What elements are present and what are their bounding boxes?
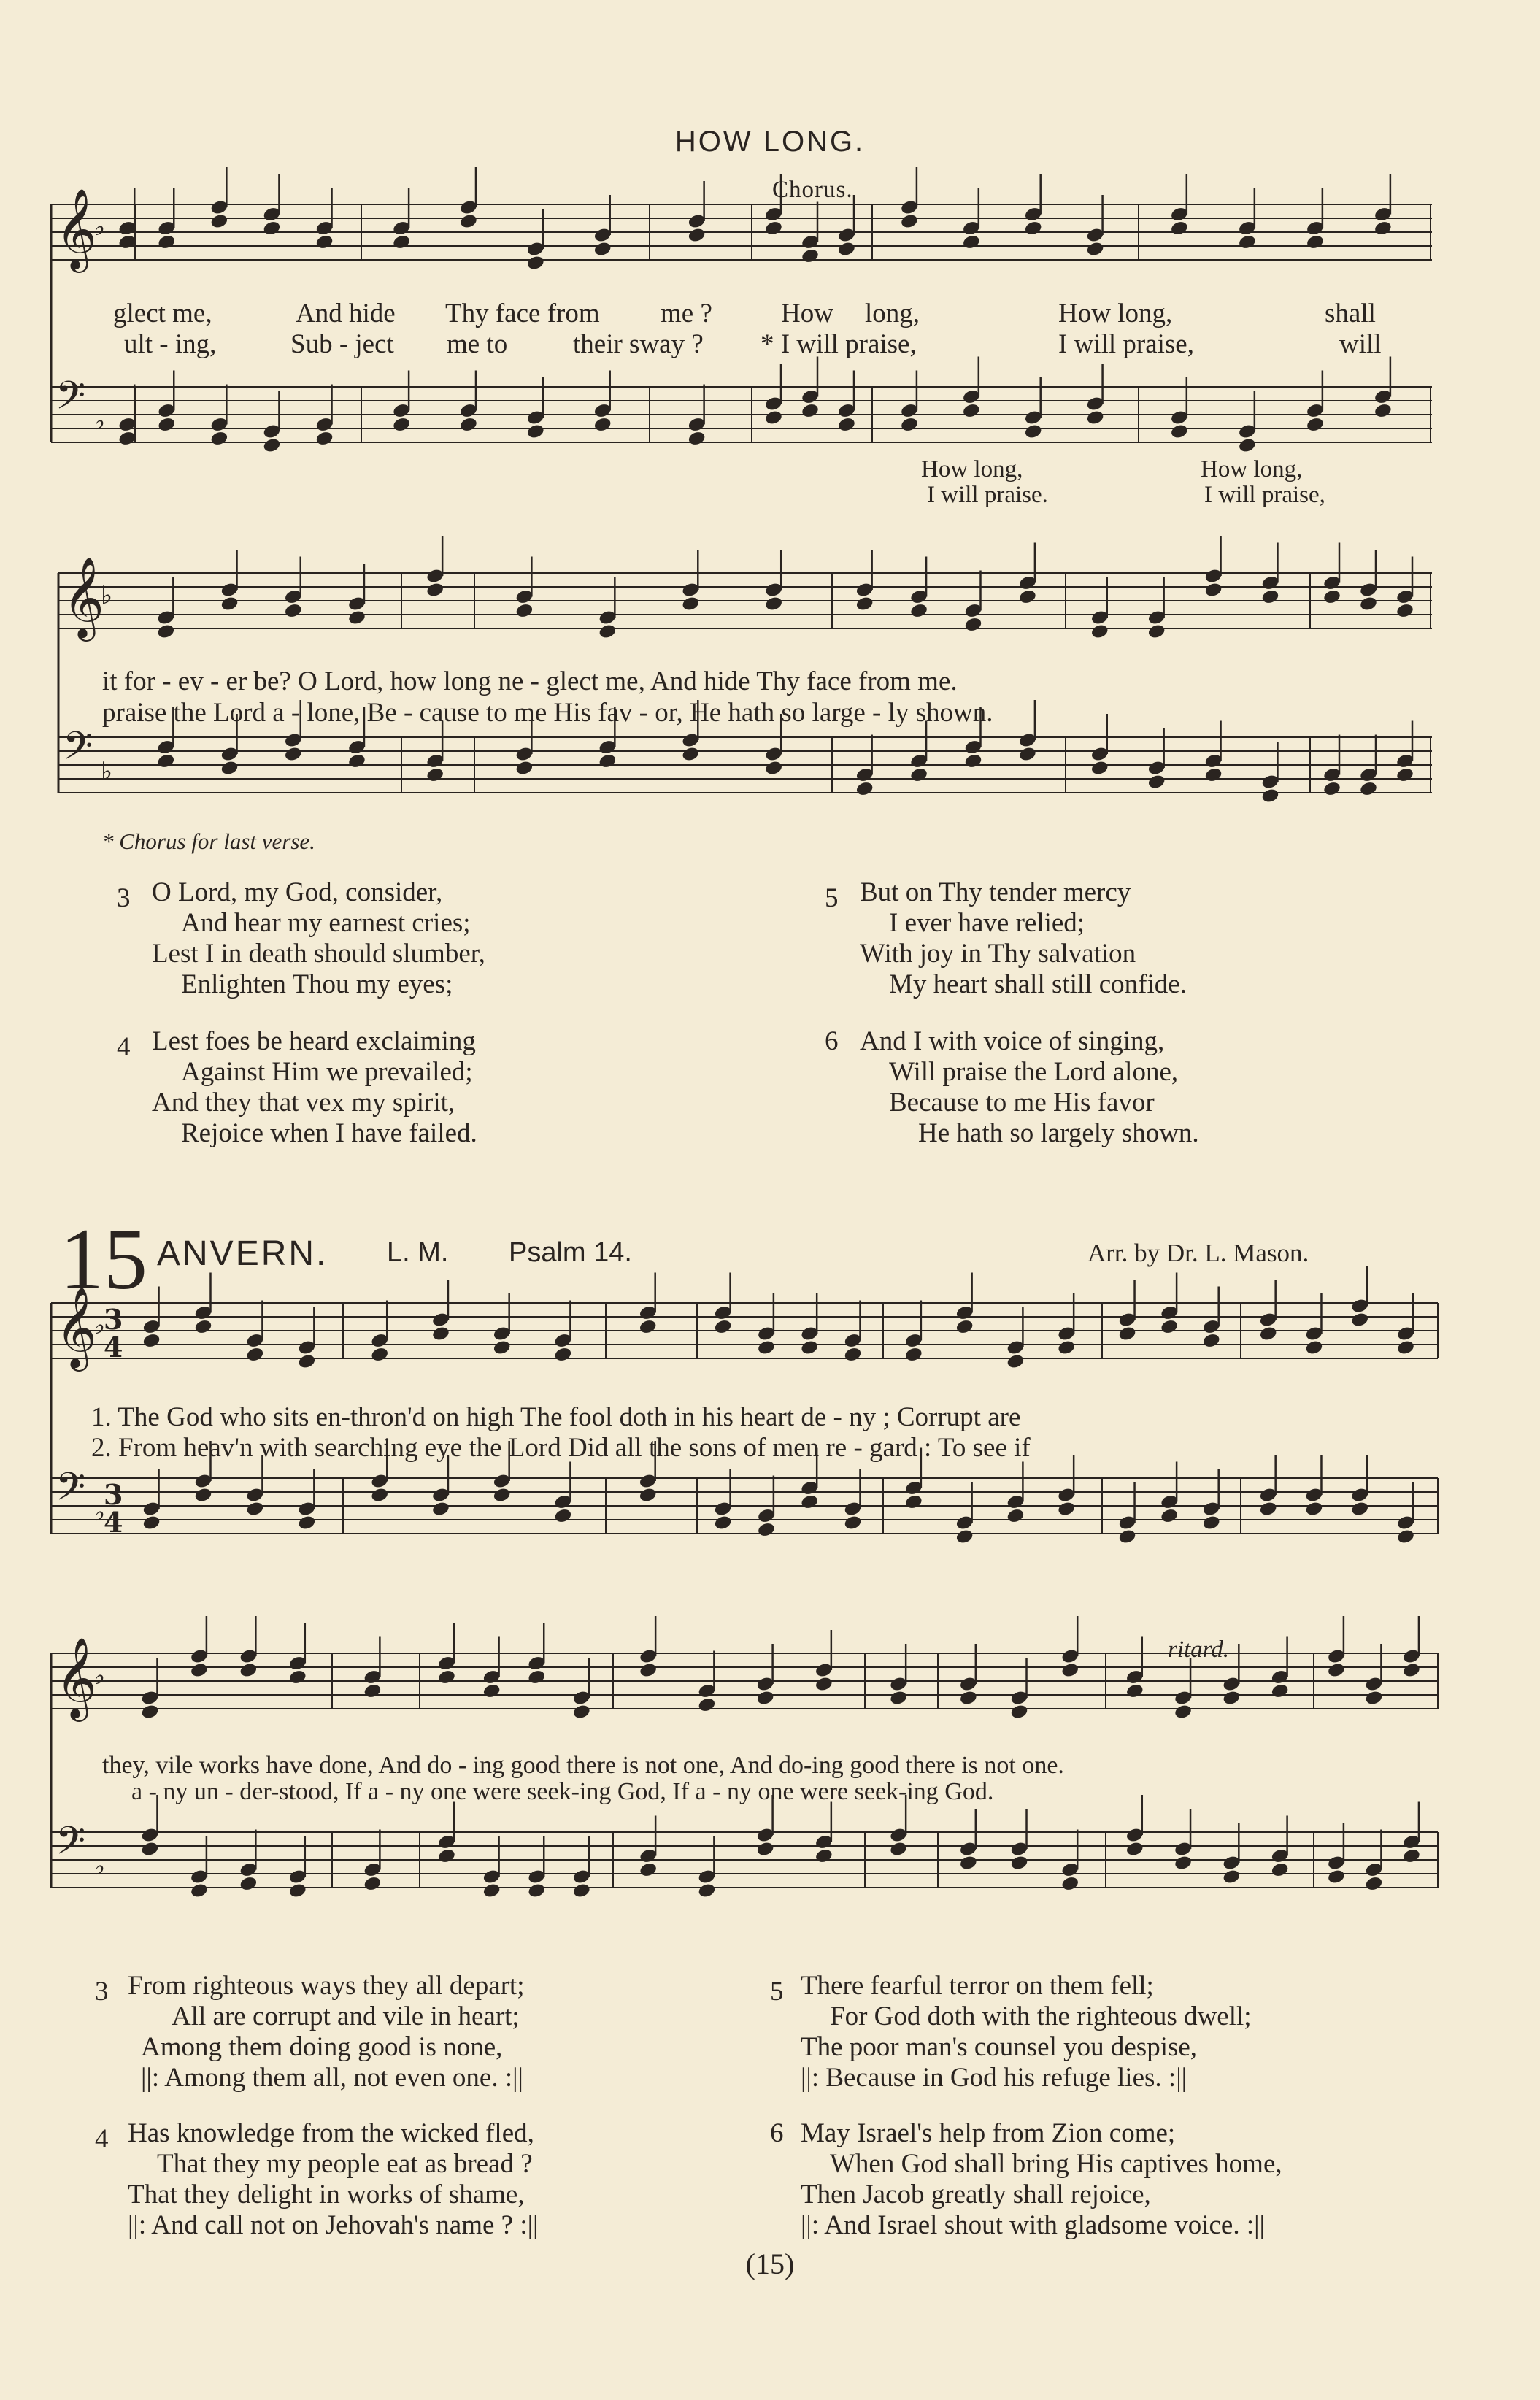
lyric-word: me to <box>447 329 508 359</box>
note-head <box>118 430 136 447</box>
note-head <box>697 1696 716 1713</box>
note-head <box>426 766 444 783</box>
note-head <box>1009 1855 1028 1872</box>
note-head <box>697 1882 716 1899</box>
note-head <box>315 430 334 447</box>
note-head <box>526 255 545 272</box>
note-head <box>764 220 783 236</box>
verse-number: 5 <box>825 883 839 913</box>
note-head <box>1060 1875 1079 1892</box>
verse-line: Then Jacob greatly shall rejoice, <box>801 2180 1151 2209</box>
note-head <box>1160 1318 1179 1335</box>
lyric-word: Sub - ject <box>290 329 394 359</box>
note-head <box>714 1318 733 1335</box>
note-head <box>1060 1662 1079 1679</box>
note-head <box>1057 1339 1076 1356</box>
bass-cue-text: I will praise, <box>1204 482 1325 508</box>
lyric-word: Thy face from <box>445 299 600 328</box>
time-signature-top: 3 <box>104 1303 123 1336</box>
treble-clef-icon: 𝄞 <box>63 556 104 638</box>
chorus-label: Chorus. <box>772 177 853 203</box>
note-head <box>1364 1690 1383 1707</box>
system2-lyric-line2: praise the Lord a - lone, Be - cause to me His fav - or, He hath so large - ly shown. <box>102 698 993 728</box>
flat-icon: ♭ <box>93 1311 106 1340</box>
note-head <box>1160 1507 1179 1524</box>
note-head <box>1204 766 1223 783</box>
note-head <box>681 746 700 763</box>
note-head <box>1024 423 1043 440</box>
treble-clef-icon: 𝄞 <box>55 188 97 269</box>
verse-line: The poor man's counsel you despise, <box>801 2032 1198 2062</box>
note-head <box>239 1875 258 1892</box>
note-head <box>598 753 617 769</box>
flat-icon: ♭ <box>101 581 113 610</box>
note-head <box>1174 1704 1193 1720</box>
note-head <box>681 596 700 612</box>
verse-line: ||: Among them all, not even one. :|| <box>141 2063 523 2093</box>
note-head <box>284 746 303 763</box>
hymn-meter: L. M. <box>387 1237 449 1268</box>
treble-clef-icon: 𝄞 <box>55 1286 97 1368</box>
note-head <box>959 1690 978 1707</box>
note-head <box>297 1353 316 1370</box>
note-head <box>909 766 928 783</box>
note-head <box>1170 220 1189 236</box>
note-head <box>1238 234 1257 250</box>
note-head <box>209 213 228 230</box>
note-head <box>193 1318 212 1335</box>
note-head <box>426 582 444 599</box>
note-head <box>1306 416 1325 433</box>
verse-number: 5 <box>770 1977 784 2007</box>
note-head <box>757 1339 776 1356</box>
note-head <box>553 1346 572 1363</box>
note-head <box>315 234 334 250</box>
lyric-word: * I will praise, <box>761 329 917 359</box>
verse-line: Lest I in death should slumber, <box>152 939 485 969</box>
note-head <box>156 753 175 769</box>
note-head <box>239 1662 258 1679</box>
note-head <box>437 1847 456 1864</box>
note-head <box>156 623 175 640</box>
note-head <box>142 1332 161 1349</box>
hymn-psalm: Psalm 14. <box>509 1237 632 1268</box>
note-head <box>1222 1869 1241 1885</box>
lyric-word: How <box>781 299 833 328</box>
note-head <box>190 1882 209 1899</box>
verse-line: Has knowledge from the wicked fled, <box>128 2118 534 2148</box>
note-head <box>288 1669 307 1685</box>
note-head <box>855 780 874 797</box>
note-head <box>764 596 783 612</box>
flat-icon: ♭ <box>93 407 106 436</box>
note-head <box>245 1501 264 1518</box>
note-head <box>837 241 856 258</box>
system2-lyric-line1: it for - ev - er be? O Lord, how long ne - glect me, And hide Thy face from me. <box>102 666 958 696</box>
note-head <box>855 596 874 612</box>
note-head <box>688 430 707 447</box>
note-head <box>193 1487 212 1504</box>
note-head <box>1395 602 1414 619</box>
note-head <box>801 247 820 264</box>
verse-line: But on Thy tender mercy <box>860 877 1131 907</box>
note-head <box>815 1676 833 1693</box>
verse-line: Lest foes be heard exclaiming <box>152 1026 476 1056</box>
note-head <box>962 402 981 419</box>
note-head <box>157 234 176 250</box>
verse-line: Enlighten Thou my eyes; <box>181 969 453 999</box>
note-head <box>1202 1332 1221 1349</box>
verse-line: ||: Because in God his refuge lies. :|| <box>801 2063 1187 2093</box>
note-head <box>1304 1501 1323 1518</box>
note-head <box>955 1528 974 1545</box>
note-head <box>118 234 136 250</box>
note-head <box>1222 1690 1241 1707</box>
note-head <box>1202 1515 1221 1531</box>
note-head <box>1024 220 1043 236</box>
verse-number: 4 <box>95 2124 109 2154</box>
verse-line: Because to me His favor <box>889 1088 1155 1118</box>
note-head <box>1018 746 1037 763</box>
footnote: * Chorus for last verse. <box>102 828 315 854</box>
note-head <box>1395 766 1414 783</box>
note-head <box>526 423 545 440</box>
note-head <box>900 416 919 433</box>
verse-line: That they delight in works of shame, <box>128 2180 525 2209</box>
note-head <box>843 1515 862 1531</box>
note-head <box>1323 780 1341 797</box>
note-head <box>209 430 228 447</box>
note-head <box>1374 220 1393 236</box>
note-head <box>593 241 612 258</box>
lyric-word: their sway ? <box>573 329 704 359</box>
note-head <box>801 402 820 419</box>
note-head <box>962 234 981 250</box>
note-head <box>1238 437 1257 454</box>
note-head <box>1117 1326 1136 1342</box>
note-head <box>1086 409 1105 426</box>
note-head <box>1117 1528 1136 1545</box>
verse-line: May Israel's help from Zion come; <box>801 2118 1176 2148</box>
lyric-word: glect me, <box>113 299 212 328</box>
note-head <box>459 416 478 433</box>
bass-clef-icon: 𝄢 <box>63 724 93 778</box>
note-head <box>1364 1875 1383 1892</box>
note-head <box>493 1339 512 1356</box>
bass-clef-icon: 𝄢 <box>55 374 86 428</box>
note-head <box>837 416 856 433</box>
note-head <box>1271 1861 1290 1878</box>
note-head <box>1090 623 1109 640</box>
verse-line: Against Him we prevailed; <box>181 1057 473 1087</box>
note-head <box>1350 1312 1369 1328</box>
verse-line: From righteous ways they all depart; <box>128 1971 525 2001</box>
bass-cue-text: How long, <box>1201 456 1303 482</box>
note-head <box>1125 1841 1144 1858</box>
note-head <box>262 220 281 236</box>
note-head <box>1147 774 1166 791</box>
note-head <box>431 1501 450 1518</box>
note-head <box>639 1861 658 1878</box>
note-head <box>1323 588 1341 605</box>
note-head <box>142 1515 161 1531</box>
note-head <box>1125 1682 1144 1699</box>
verse-line: And hear my earnest cries; <box>181 908 471 938</box>
note-head <box>363 1875 382 1892</box>
anvern-system2-lyric1: they, vile works have done, And do - ing good there is not one, And do-ing good there is not one. <box>102 1752 1064 1779</box>
verse-line: Rejoice when I have failed. <box>181 1118 477 1148</box>
note-head <box>284 602 303 619</box>
verse-line: My heart shall still confide. <box>889 969 1187 999</box>
hymn-name: ANVERN. <box>157 1234 328 1273</box>
note-head <box>1174 1855 1193 1872</box>
anvern-system2-lyric2: a - ny un - der-stood, If a - ny one were seek-ing God, If a - ny one were seek-ing God. <box>131 1778 994 1805</box>
verse-number: 6 <box>770 2118 784 2148</box>
time-signature-bottom: 4 <box>104 1331 123 1364</box>
verse-line: There fearful terror on them fell; <box>801 1971 1154 2001</box>
verse-number: 4 <box>117 1032 131 1062</box>
bass-clef-icon: 𝄢 <box>55 1819 86 1873</box>
note-head <box>553 1507 572 1524</box>
verse-line: All are corrupt and vile in heart; <box>172 2001 520 2031</box>
verse-line: ||: And call not on Jehovah's name ? :|| <box>128 2210 539 2240</box>
note-head <box>900 213 919 230</box>
note-head <box>714 1515 733 1531</box>
flat-icon: ♭ <box>101 757 113 786</box>
verse-line: When God shall bring His captives home, <box>830 2149 1282 2179</box>
verse-line: Among them doing good is none, <box>141 2032 503 2062</box>
note-head <box>756 1841 775 1858</box>
anvern-system1-lyric2: 2. From heav'n with searching eye the Lord Did all the sons of men re - gard : To see if <box>91 1433 1031 1463</box>
treble-clef-icon: 𝄞 <box>55 1636 97 1718</box>
verse-line: And I with voice of singing, <box>860 1026 1165 1056</box>
arranger-credit: Arr. by Dr. L. Mason. <box>1087 1239 1309 1267</box>
note-head <box>1359 780 1378 797</box>
note-head <box>1327 1662 1346 1679</box>
note-head <box>527 1669 546 1685</box>
note-head <box>482 1882 501 1899</box>
flat-icon: ♭ <box>93 212 106 242</box>
note-head <box>262 437 281 454</box>
bass-cue-text: How long, <box>921 456 1023 482</box>
note-head <box>1006 1507 1025 1524</box>
verse-line: For God doth with the righteous dwell; <box>830 2001 1252 2031</box>
note-head <box>889 1841 908 1858</box>
hymn-number: 15 <box>60 1210 147 1307</box>
note-head <box>1396 1339 1415 1356</box>
lyric-word: will <box>1339 329 1382 359</box>
verse-line: With joy in Thy salvation <box>860 939 1136 969</box>
note-head <box>297 1515 316 1531</box>
note-head <box>370 1487 389 1504</box>
flat-icon: ♭ <box>93 1498 106 1527</box>
note-head <box>515 602 534 619</box>
note-head <box>757 1521 776 1538</box>
note-head <box>1396 1528 1415 1545</box>
note-head <box>764 760 783 777</box>
note-head <box>431 1326 450 1342</box>
note-head <box>190 1662 209 1679</box>
note-head <box>1271 1682 1290 1699</box>
page-title: HOW LONG. <box>674 126 866 158</box>
note-head <box>688 227 707 244</box>
note-head <box>889 1690 908 1707</box>
note-head <box>955 1318 974 1335</box>
note-head <box>639 1487 658 1504</box>
verse-line: O Lord, my God, consider, <box>152 877 443 907</box>
note-head <box>347 753 366 769</box>
note-head <box>1374 402 1393 419</box>
page-number: (15) <box>745 2247 795 2280</box>
note-head <box>800 1339 819 1356</box>
lyric-word: How long, <box>1058 299 1173 328</box>
note-head <box>909 602 928 619</box>
verse-number: 6 <box>825 1026 839 1056</box>
note-head <box>482 1682 501 1699</box>
verse-line: Will praise the Lord alone, <box>889 1057 1179 1087</box>
note-head <box>756 1690 775 1707</box>
note-head <box>392 416 411 433</box>
time-signature-bottom: 4 <box>104 1506 123 1539</box>
note-head <box>288 1882 307 1899</box>
note-head <box>572 1704 591 1720</box>
anvern-system1-lyric1: 1. The God who sits en-thron'd on high The fool doth in his heart de - ny ; Corrupt are <box>91 1402 1021 1432</box>
flat-icon: ♭ <box>93 1852 106 1881</box>
verse-line: And they that vex my spirit, <box>152 1088 455 1118</box>
note-head <box>459 213 478 230</box>
note-head <box>1327 1869 1346 1885</box>
note-head <box>1259 1326 1278 1342</box>
note-head <box>1260 588 1279 605</box>
note-head <box>527 1882 546 1899</box>
note-head <box>1402 1847 1421 1864</box>
note-head <box>1090 760 1109 777</box>
note-head <box>220 596 239 612</box>
note-head <box>437 1669 456 1685</box>
note-head <box>370 1346 389 1363</box>
note-head <box>815 1847 833 1864</box>
note-head <box>1057 1501 1076 1518</box>
note-head <box>1006 1353 1025 1370</box>
verse-number: 3 <box>117 883 131 913</box>
verse-line: ||: And Israel shout with gladsome voice. :|| <box>801 2210 1265 2240</box>
note-head <box>1204 582 1223 599</box>
verse-line: He hath so largely shown. <box>918 1118 1199 1148</box>
note-head <box>963 753 982 769</box>
note-head <box>800 1493 819 1510</box>
note-head <box>140 1841 159 1858</box>
note-head <box>1359 596 1378 612</box>
note-head <box>639 1318 658 1335</box>
note-head <box>1018 588 1037 605</box>
note-head <box>515 760 534 777</box>
note-head <box>639 1662 658 1679</box>
verse-line: I ever have relied; <box>889 908 1085 938</box>
bass-clef-icon: 𝄢 <box>55 1465 86 1519</box>
lyric-word: I will praise, <box>1058 329 1194 359</box>
note-head <box>140 1704 159 1720</box>
note-head <box>963 616 982 633</box>
lyric-word: long, <box>865 299 920 328</box>
note-head <box>1086 241 1105 258</box>
note-head <box>1306 234 1325 250</box>
note-head <box>593 416 612 433</box>
note-head <box>572 1882 591 1899</box>
note-head <box>1260 788 1279 804</box>
note-head <box>1147 623 1166 640</box>
time-signature-top: 3 <box>104 1478 123 1511</box>
note-head <box>1170 423 1189 440</box>
note-head <box>245 1346 264 1363</box>
note-head <box>220 760 239 777</box>
note-head <box>598 623 617 640</box>
note-head <box>764 409 783 426</box>
lyric-word: ult - ing, <box>124 329 217 359</box>
note-head <box>1350 1501 1369 1518</box>
note-head <box>904 1346 923 1363</box>
verse-line: That they my people eat as bread ? <box>157 2149 533 2179</box>
note-head <box>904 1493 923 1510</box>
note-head <box>392 234 411 250</box>
lyric-word: And hide <box>296 299 396 328</box>
lyric-word: shall <box>1325 299 1376 328</box>
note-head <box>1259 1501 1278 1518</box>
flat-icon: ♭ <box>93 1661 106 1691</box>
ritard-marking: ritard. <box>1168 1636 1230 1663</box>
note-head <box>959 1855 978 1872</box>
note-head <box>347 609 366 626</box>
note-head <box>157 416 176 433</box>
verse-number: 3 <box>95 1977 109 2007</box>
note-head <box>363 1682 382 1699</box>
note-head <box>843 1346 862 1363</box>
lyric-word: me ? <box>661 299 712 328</box>
note-head <box>1402 1662 1421 1679</box>
note-head <box>1304 1339 1323 1356</box>
bass-cue-text: I will praise. <box>927 482 1048 508</box>
note-head <box>493 1487 512 1504</box>
note-head <box>1009 1704 1028 1720</box>
